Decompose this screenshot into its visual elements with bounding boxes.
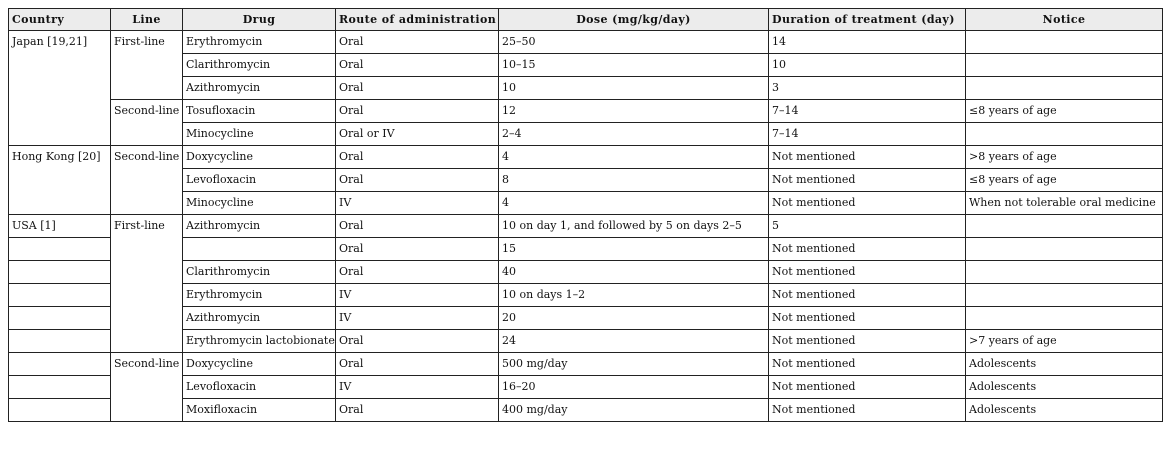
notice-cell: ≤8 years of age	[966, 169, 1163, 192]
route-cell: Oral	[336, 215, 499, 238]
duration-cell: Not mentioned	[769, 146, 966, 169]
dose-cell: 20	[499, 307, 769, 330]
header-row	[9, 9, 1163, 31]
notice-cell: Adolescents	[966, 399, 1163, 422]
duration-cell: Not mentioned	[769, 376, 966, 399]
dose-cell: 2–4	[499, 123, 769, 146]
header-notice: Notice	[966, 9, 1163, 31]
route-cell: Oral or IV	[336, 123, 499, 146]
duration-cell: Not mentioned	[769, 330, 966, 353]
notice-cell	[966, 54, 1163, 77]
duration-cell: Not mentioned	[769, 238, 966, 261]
dose-cell: 500 mg/day	[499, 353, 769, 376]
dose-cell: 24	[499, 330, 769, 353]
dose-cell: 12	[499, 100, 769, 123]
dose-cell: 10 on day 1, and followed by 5 on days 2–5	[499, 215, 769, 238]
notice-cell: >8 years of age	[966, 146, 1163, 169]
route-cell: Oral	[336, 31, 499, 54]
duration-cell: 5	[769, 215, 966, 238]
notice-cell: Adolescents	[966, 376, 1163, 399]
table-row	[9, 284, 1163, 307]
notice-cell	[966, 31, 1163, 54]
table-row	[9, 169, 1163, 192]
table-row	[9, 261, 1163, 284]
table-container	[8, 8, 1163, 422]
duration-cell: Not mentioned	[769, 284, 966, 307]
table-row	[9, 31, 1163, 54]
country-cell-empty	[9, 261, 111, 284]
route-cell: Oral	[336, 77, 499, 100]
drug-cell: Azithromycin	[183, 77, 336, 100]
drug-cell	[183, 238, 336, 261]
duration-cell: Not mentioned	[769, 307, 966, 330]
route-cell: IV	[336, 192, 499, 215]
country-cell-empty	[9, 353, 111, 376]
dose-cell: 4	[499, 192, 769, 215]
country-cell-japan: Japan [19,21]	[9, 31, 111, 146]
dose-cell: 25–50	[499, 31, 769, 54]
duration-cell: Not mentioned	[769, 192, 966, 215]
country-cell-empty	[9, 376, 111, 399]
route-cell: IV	[336, 284, 499, 307]
country-cell-empty	[9, 284, 111, 307]
country-cell-empty	[9, 399, 111, 422]
drug-cell: Levofloxacin	[183, 169, 336, 192]
drug-cell: Levofloxacin	[183, 376, 336, 399]
header-route: Route of administration	[336, 9, 499, 31]
route-cell: Oral	[336, 169, 499, 192]
table-row	[9, 215, 1163, 238]
table-row	[9, 146, 1163, 169]
drug-cell: Minocycline	[183, 123, 336, 146]
notice-cell	[966, 261, 1163, 284]
line-cell-hongkong-second: Second-line	[111, 146, 183, 215]
dose-cell: 400 mg/day	[499, 399, 769, 422]
treatment-table	[8, 8, 1163, 422]
route-cell: Oral	[336, 261, 499, 284]
drug-cell: Clarithromycin	[183, 54, 336, 77]
header-country: Country	[9, 9, 111, 31]
country-cell-usa: USA [1]	[9, 215, 111, 238]
table-row	[9, 238, 1163, 261]
drug-cell: Erythromycin lactobionate	[183, 330, 336, 353]
dose-cell: 16–20	[499, 376, 769, 399]
table-row	[9, 123, 1163, 146]
drug-cell: Clarithromycin	[183, 261, 336, 284]
table-row	[9, 376, 1163, 399]
table-row	[9, 307, 1163, 330]
notice-cell	[966, 238, 1163, 261]
country-cell-empty	[9, 330, 111, 353]
route-cell: IV	[336, 307, 499, 330]
drug-cell: Minocycline	[183, 192, 336, 215]
table-row	[9, 353, 1163, 376]
route-cell: Oral	[336, 100, 499, 123]
header-drug: Drug	[183, 9, 336, 31]
route-cell: IV	[336, 376, 499, 399]
header-dose: Dose (mg/kg/day)	[499, 9, 769, 31]
header-line: Line	[111, 9, 183, 31]
drug-cell: Erythromycin	[183, 31, 336, 54]
notice-cell	[966, 284, 1163, 307]
notice-cell	[966, 123, 1163, 146]
table-row	[9, 330, 1163, 353]
drug-cell: Doxycycline	[183, 146, 336, 169]
notice-cell: Adolescents	[966, 353, 1163, 376]
table-row	[9, 77, 1163, 100]
duration-cell: 14	[769, 31, 966, 54]
dose-cell: 8	[499, 169, 769, 192]
route-cell: Oral	[336, 238, 499, 261]
dose-cell: 10 on days 1–2	[499, 284, 769, 307]
notice-cell: ≤8 years of age	[966, 100, 1163, 123]
dose-cell: 10–15	[499, 54, 769, 77]
duration-cell: 3	[769, 77, 966, 100]
route-cell: Oral	[336, 146, 499, 169]
line-cell-usa-first: First-line	[111, 215, 183, 353]
route-cell: Oral	[336, 330, 499, 353]
line-cell-usa-second: Second-line	[111, 353, 183, 422]
country-cell-empty	[9, 307, 111, 330]
header-duration: Duration of treatment (day)	[769, 9, 966, 31]
drug-cell: Azithromycin	[183, 215, 336, 238]
drug-cell: Tosufloxacin	[183, 100, 336, 123]
dose-cell: 15	[499, 238, 769, 261]
duration-cell: Not mentioned	[769, 169, 966, 192]
duration-cell: Not mentioned	[769, 353, 966, 376]
country-cell-hongkong: Hong Kong [20]	[9, 146, 111, 215]
table-row	[9, 100, 1163, 123]
drug-cell: Moxifloxacin	[183, 399, 336, 422]
table-row	[9, 54, 1163, 77]
country-cell-empty	[9, 238, 111, 261]
notice-cell	[966, 215, 1163, 238]
route-cell: Oral	[336, 399, 499, 422]
route-cell: Oral	[336, 353, 499, 376]
duration-cell: 7–14	[769, 123, 966, 146]
dose-cell: 10	[499, 77, 769, 100]
duration-cell: 10	[769, 54, 966, 77]
drug-cell: Erythromycin	[183, 284, 336, 307]
notice-cell: When not tolerable oral medicine	[966, 192, 1163, 215]
drug-cell: Azithromycin	[183, 307, 336, 330]
notice-cell: >7 years of age	[966, 330, 1163, 353]
duration-cell: 7–14	[769, 100, 966, 123]
dose-cell: 4	[499, 146, 769, 169]
notice-cell	[966, 307, 1163, 330]
table-row	[9, 399, 1163, 422]
route-cell: Oral	[336, 54, 499, 77]
table-row	[9, 192, 1163, 215]
drug-cell: Doxycycline	[183, 353, 336, 376]
dose-cell: 40	[499, 261, 769, 284]
line-cell-japan-second: Second-line	[111, 100, 183, 146]
notice-cell	[966, 77, 1163, 100]
duration-cell: Not mentioned	[769, 261, 966, 284]
duration-cell: Not mentioned	[769, 399, 966, 422]
line-cell-japan-first: First-line	[111, 31, 183, 100]
